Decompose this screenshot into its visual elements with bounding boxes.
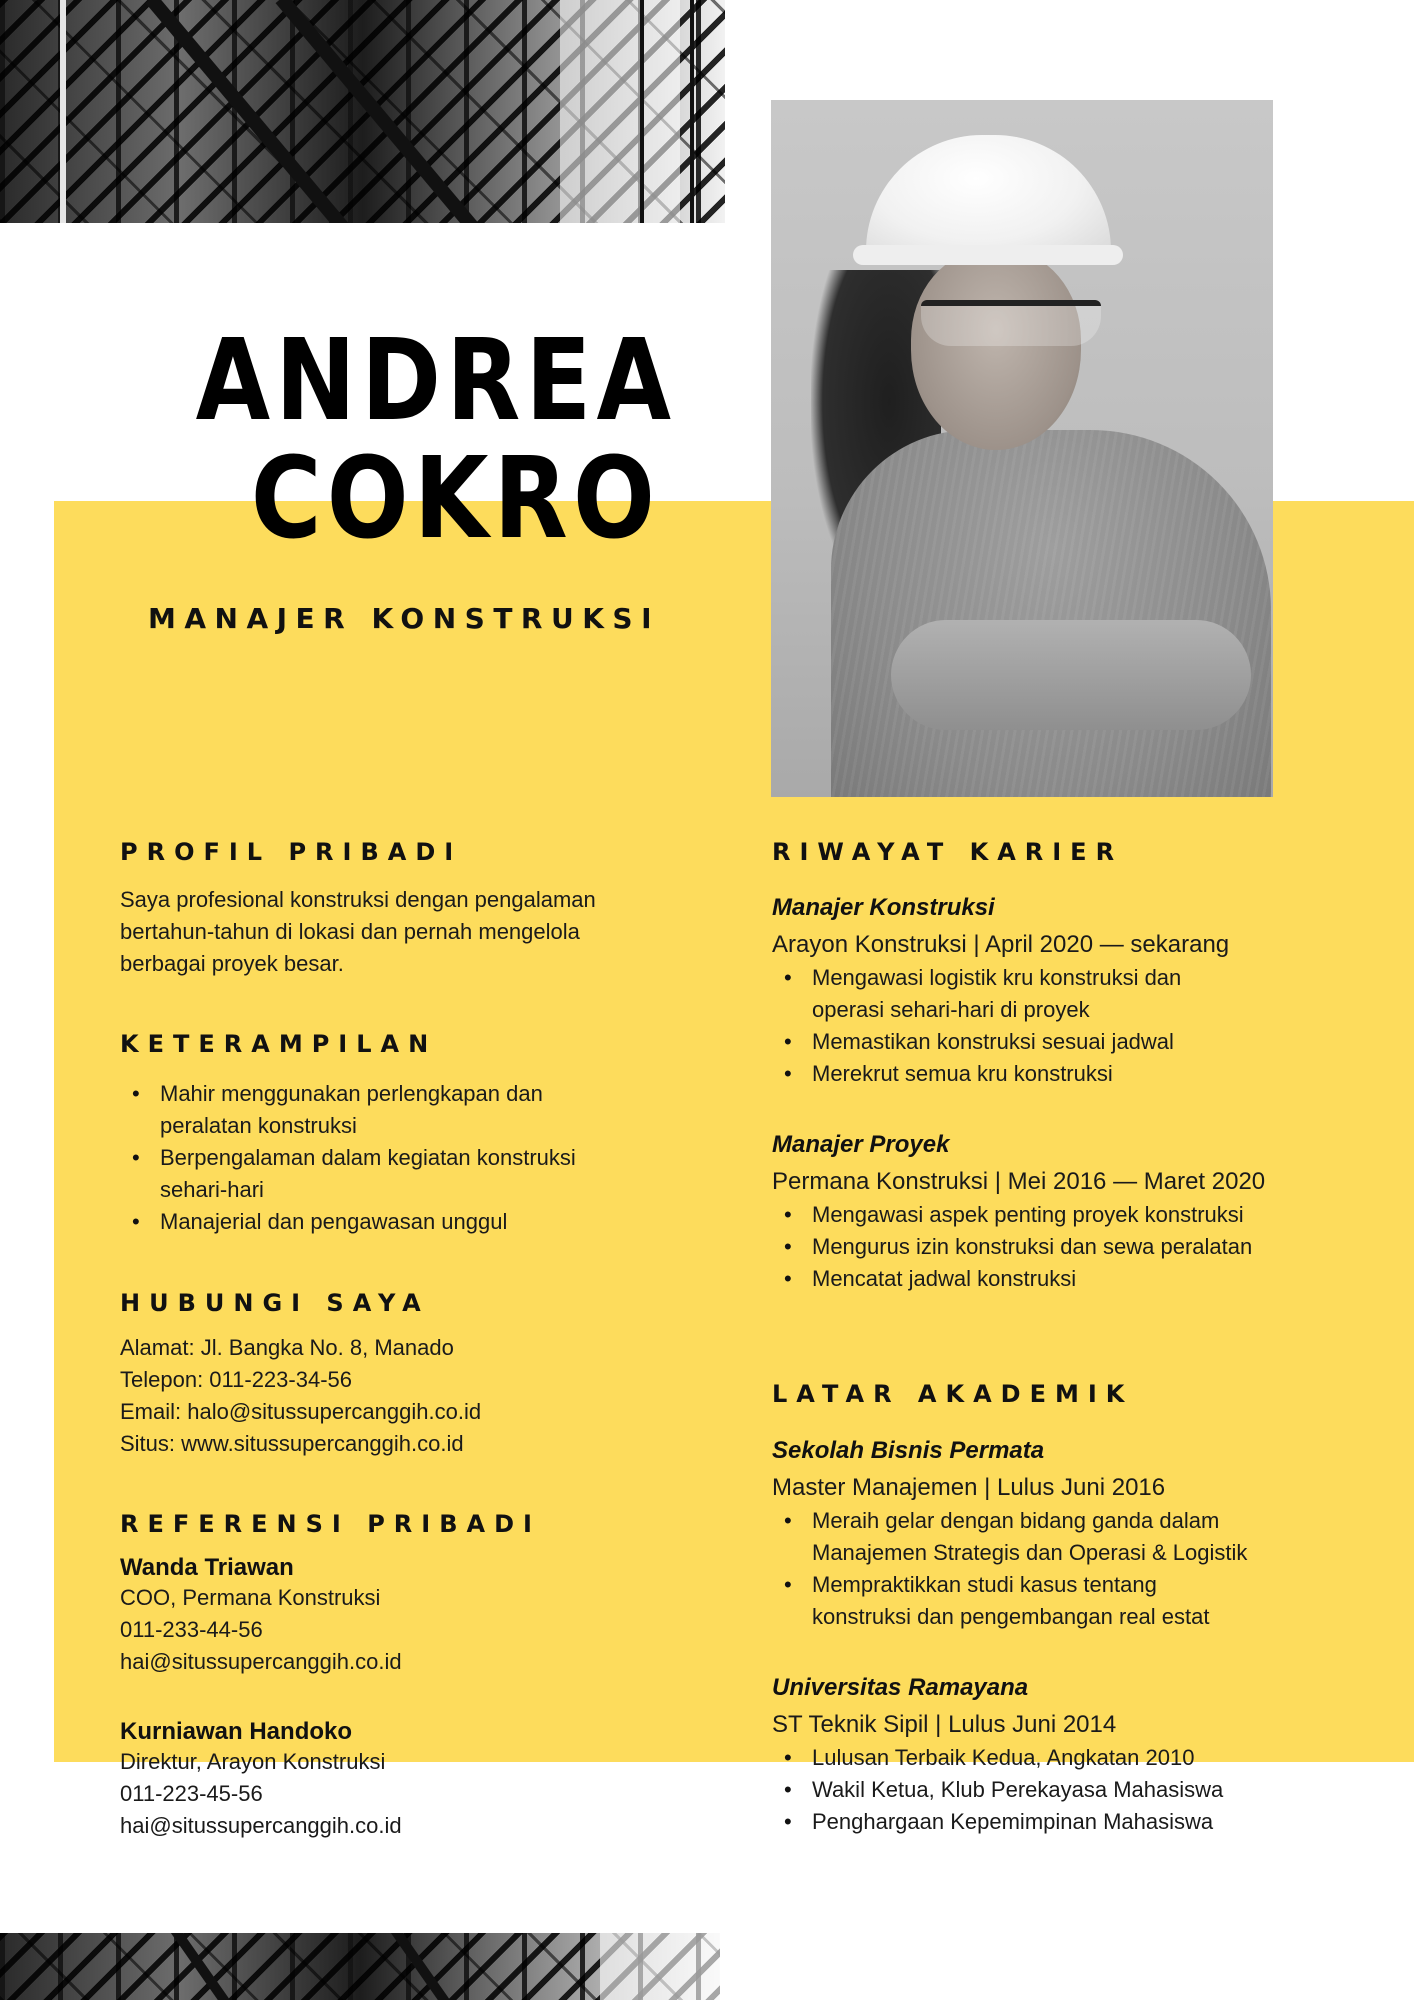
list-item: • Meraih gelar dengan bidang ganda dalam Manajemen Strategis dan Operasi & Logistik (772, 1505, 1247, 1569)
school-name: Universitas Ramayana (772, 1674, 1029, 1701)
degree-meta: Master Manajemen | Lulus Juni 2016 (772, 1474, 1166, 1501)
reference-position: Direktur, Arayon Konstruksi (120, 1749, 386, 1774)
list-item: • Penghargaan Kepemimpinan Mahasiswa (772, 1806, 1223, 1838)
profile-text: Saya profesional konstruksi dengan pengalaman bertahun-tahun di lokasi dan pernah mengelola berbagai proyek besar. (120, 887, 596, 976)
portrait-photo (771, 100, 1273, 797)
career-heading: RIWAYAT KARIER (772, 838, 1124, 866)
list-item: • Mahir menggunakan perlengkapan dan peralatan konstruksi (120, 1078, 576, 1142)
career-entry-2 (772, 1131, 1265, 1295)
school-name: Sekolah Bisnis Permata (772, 1437, 1045, 1464)
list-item: • Mencatat jadwal konstruksi (772, 1263, 1265, 1295)
reference-email[interactable]: hai@situssupercanggih.co.id (120, 1649, 402, 1674)
list-item: • Mempraktikkan studi kasus tentang konstruksi dan pengembangan real estat (772, 1569, 1247, 1633)
reference-2 (120, 1718, 402, 1842)
first-name: ANDREA (195, 316, 677, 446)
job-title: MANAJER KONSTRUKSI (147, 602, 660, 635)
list-item: • Wakil Ketua, Klub Perekayasa Mahasiswa (772, 1774, 1223, 1806)
education-entry-1 (772, 1437, 1247, 1633)
job-role: Manajer Konstruksi (772, 894, 995, 921)
contact-phone: Telepon: 011-223-34-56 (120, 1367, 352, 1392)
reference-name: Wanda Triawan (120, 1554, 294, 1581)
list-item: • Mengawasi aspek penting proyek konstruksi (772, 1199, 1265, 1231)
contact-details (120, 1332, 481, 1460)
candidate-name (195, 316, 677, 564)
contact-website[interactable]: Situs: www.situssupercanggih.co.id (120, 1431, 464, 1456)
skills-list (120, 1078, 576, 1238)
reference-phone: 011-223-45-56 (120, 1781, 263, 1806)
reference-phone: 011-233-44-56 (120, 1617, 263, 1642)
contact-heading: HUBUNGI SAYA (120, 1289, 430, 1317)
reference-name: Kurniawan Handoko (120, 1718, 353, 1745)
references-heading: REFERENSI PRIBADI (120, 1510, 541, 1538)
education-entry-2 (772, 1674, 1223, 1838)
list-item: • Merekrut semua kru konstruksi (772, 1058, 1229, 1090)
career-entry-1 (772, 894, 1229, 1090)
skills-heading: KETERAMPILAN (120, 1030, 438, 1058)
education-heading: LATAR AKADEMIK (772, 1380, 1134, 1408)
top-staircase-photo (0, 0, 725, 223)
job-role: Manajer Proyek (772, 1131, 950, 1158)
list-item: • Mengawasi logistik kru konstruksi dan operasi sehari-hari di proyek (772, 962, 1229, 1026)
reference-1 (120, 1554, 402, 1678)
contact-address: Alamat: Jl. Bangka No. 8, Manado (120, 1335, 454, 1360)
degree-meta: ST Teknik Sipil | Lulus Juni 2014 (772, 1711, 1117, 1738)
job-meta: Arayon Konstruksi | April 2020 — sekarang (772, 931, 1230, 958)
reference-email[interactable]: hai@situssupercanggih.co.id (120, 1813, 402, 1838)
last-name: COKRO (250, 434, 660, 564)
list-item: • Manajerial dan pengawasan unggul (120, 1206, 576, 1238)
list-item: • Lulusan Terbaik Kedua, Angkatan 2010 (772, 1742, 1223, 1774)
profile-heading: PROFIL PRIBADI (120, 838, 463, 866)
contact-email[interactable]: Email: halo@situssupercanggih.co.id (120, 1399, 482, 1424)
bottom-staircase-photo (0, 1933, 720, 2000)
list-item: • Mengurus izin konstruksi dan sewa peralatan (772, 1231, 1265, 1263)
list-item: • Memastikan konstruksi sesuai jadwal (772, 1026, 1229, 1058)
reference-position: COO, Permana Konstruksi (120, 1585, 381, 1610)
job-meta: Permana Konstruksi | Mei 2016 — Maret 2020 (772, 1168, 1266, 1195)
list-item: • Berpengalaman dalam kegiatan konstruksi sehari-hari (120, 1142, 576, 1206)
